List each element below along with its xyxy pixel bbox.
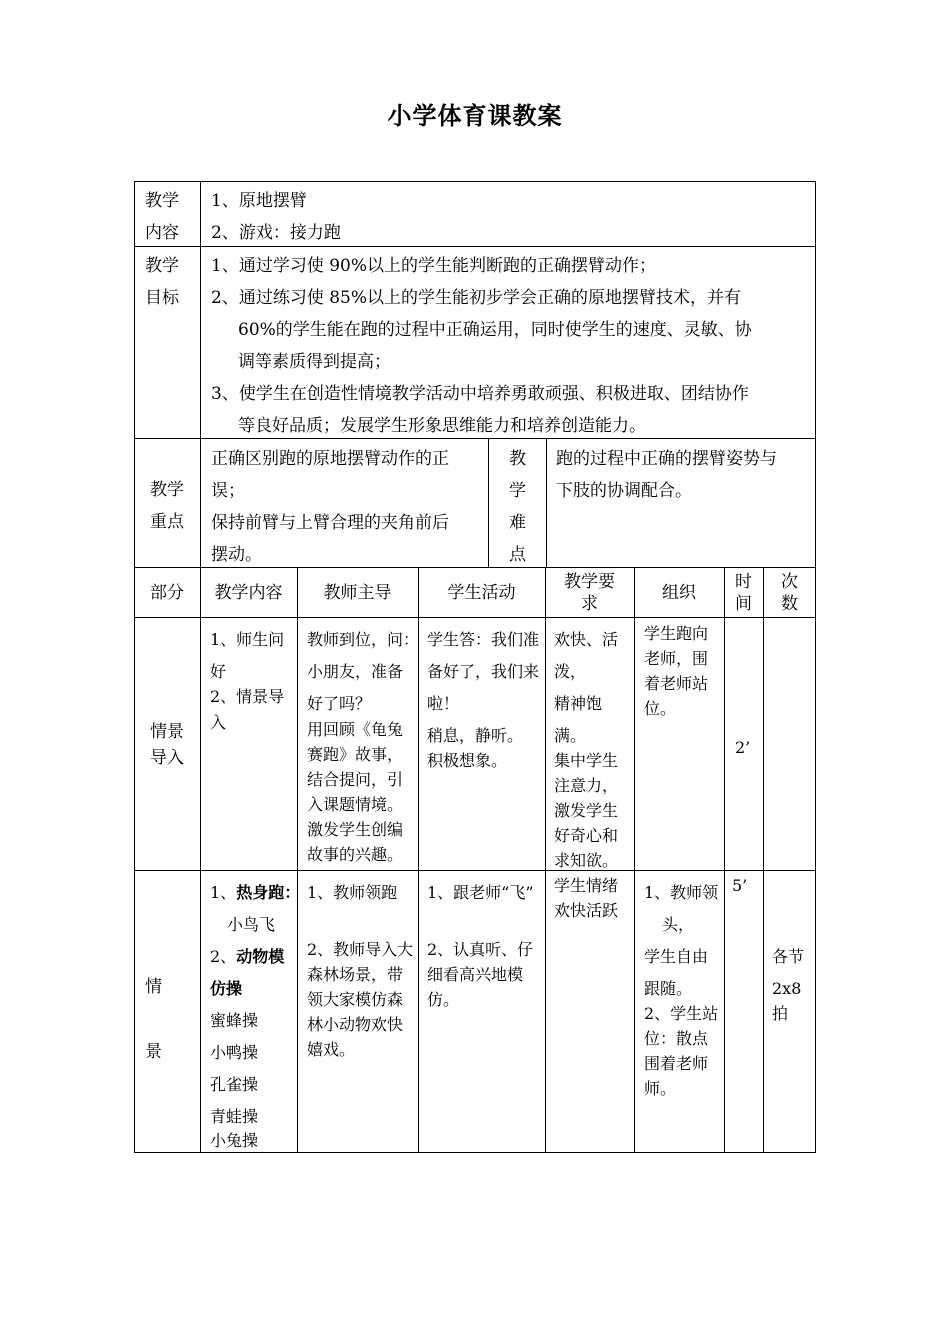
content-item: 1、原地摆臂 [211, 191, 307, 211]
col-divider [546, 438, 547, 567]
row2-count: 各节 [772, 947, 805, 966]
row2-org: 1、教师领 [644, 883, 719, 902]
focus-label: 教学 [150, 480, 184, 500]
row2-count: 拍 [772, 1004, 789, 1023]
row1-teacher: 教师到位，问： [307, 630, 420, 649]
row1-teacher: 用回顾《龟兔 [307, 720, 404, 739]
goals-label: 教学 [145, 256, 179, 276]
row1-content: 1、师生问 [210, 630, 285, 649]
row1-teacher: 故事的兴趣。 [307, 845, 404, 864]
row1-part: 导入 [150, 748, 184, 768]
row2-content: 仿操 [210, 979, 243, 998]
row1-org: 老师，围 [644, 649, 709, 668]
row2-content: 2、动物模 [210, 947, 285, 966]
row2-teacher: 1、教师领跑 [307, 883, 398, 902]
row2-count: 2x8 [772, 979, 802, 998]
header-student: 学生活动 [447, 583, 516, 603]
header-time: 时 [735, 572, 752, 592]
difficulty-label: 难 [509, 513, 526, 533]
row2-content: 蜜蜂操 [210, 1011, 259, 1030]
col-divider [763, 567, 764, 1153]
col-divider [634, 567, 635, 1153]
col-divider [200, 181, 201, 1153]
row2-content: 小鸟飞 [227, 915, 276, 934]
page-title: 小学体育课教案 [387, 101, 563, 130]
row1-student: 学生答：我们准 [427, 630, 540, 649]
row2-student: 仿。 [427, 990, 460, 1009]
row2-org: 跟随。 [644, 979, 693, 998]
row1-content: 2、情景导 [210, 687, 285, 706]
row2-student: 细看高兴地模 [427, 965, 524, 984]
row2-org: 2、学生站 [644, 1004, 719, 1023]
focus-line: 误； [211, 481, 245, 501]
row2-time: 5’ [732, 876, 748, 895]
row1-teacher: 赛跑》故事， [307, 745, 404, 764]
goal-line: 调等素质得到提高； [238, 352, 391, 372]
row2-teacher: 森林场景，带 [307, 965, 404, 984]
row2-teacher: 林小动物欢快 [307, 1015, 404, 1034]
row1-part: 情景 [150, 722, 184, 742]
header-require: 求 [581, 594, 598, 614]
header-count: 次 [781, 572, 798, 592]
row1-student: 备好了，我们来 [427, 662, 540, 681]
row2-org: 师。 [644, 1079, 677, 1098]
goal-line: 1、通过学习使 90%以上的学生能判断跑的正确摆臂动作； [211, 256, 657, 276]
difficulty-label: 教 [509, 449, 526, 469]
row1-student: 啦！ [427, 694, 460, 713]
row1-require: 泼， [554, 662, 587, 681]
row1-require: 好奇心和 [554, 826, 619, 845]
row2-part: 情 [145, 977, 162, 997]
row1-require: 欢快、活 [554, 630, 619, 649]
row-divider [134, 617, 816, 618]
content-label: 内容 [145, 223, 179, 243]
row2-org: 围着老师 [644, 1054, 709, 1073]
header-count: 数 [781, 594, 798, 614]
row2-content: 小鸭操 [210, 1043, 259, 1062]
row1-teacher: 激发学生创编 [307, 820, 404, 839]
row2-part: 景 [145, 1042, 162, 1062]
goal-line: 3、使学生在创造性情境教学活动中培养勇敢顽强、积极进取、团结协作 [211, 384, 749, 404]
difficulty-line: 下肢的协调配合。 [556, 481, 692, 501]
header-require: 教学要 [564, 572, 615, 592]
row1-student: 稍息，静听。 [427, 726, 524, 745]
row2-require: 欢快活跃 [554, 901, 619, 920]
row1-org: 着老师站 [644, 674, 709, 693]
row1-teacher: 结合提问，引 [307, 770, 404, 789]
row1-require: 满。 [554, 726, 587, 745]
header-content: 教学内容 [214, 583, 283, 603]
row2-org: 学生自由 [644, 947, 709, 966]
col-divider [297, 567, 298, 1153]
row2-content: 孔雀操 [210, 1075, 259, 1094]
focus-line: 保持前臂与上臂合理的夹角前后 [211, 513, 449, 533]
row1-require: 激发学生 [554, 801, 619, 820]
row2-teacher: 领大家模仿森 [307, 990, 404, 1009]
row1-student: 积极想象。 [427, 751, 508, 770]
header-teacher: 教师主导 [323, 583, 392, 603]
goal-line: 2、通过练习使 85%以上的学生能初步学会正确的原地摆臂技术，并有 [211, 288, 742, 308]
row1-content: 好 [210, 662, 227, 681]
col-divider [418, 567, 419, 1153]
row2-content: 青蛙操 [210, 1107, 259, 1126]
row1-require: 注意力， [554, 776, 619, 795]
row-divider [134, 870, 816, 871]
header-org: 组织 [662, 583, 696, 603]
row2-student: 2、认真听、仔 [427, 940, 534, 959]
content-item: 2、游戏：接力跑 [211, 223, 341, 243]
row1-require: 精神饱 [554, 694, 603, 713]
goals-label: 目标 [145, 288, 179, 308]
row1-require: 集中学生 [554, 751, 619, 770]
row2-student: 1、跟老师“飞” [427, 883, 534, 902]
row2-content: 小兔操 [210, 1131, 259, 1150]
focus-label: 重点 [150, 512, 184, 532]
row2-teacher: 嬉戏。 [307, 1040, 356, 1059]
goal-line: 60%的学生能在跑的过程中正确运用，同时使学生的速度、灵敏、协 [238, 320, 752, 340]
row1-org: 学生跑向 [644, 624, 709, 643]
header-time: 间 [735, 594, 752, 614]
row1-teacher: 好了吗？ [307, 694, 372, 713]
content-label: 教学 [145, 191, 179, 211]
row2-content: 1、热身跑： [210, 883, 301, 902]
row1-time: 2’ [735, 738, 751, 757]
focus-line: 正确区别跑的原地摆臂动作的正 [211, 449, 449, 469]
difficulty-label: 点 [509, 545, 526, 565]
row1-content: 入 [210, 713, 227, 732]
col-divider [724, 567, 725, 1153]
difficulty-line: 跑的过程中正确的摆臂姿势与 [556, 449, 777, 469]
focus-line: 摆动。 [211, 545, 262, 565]
row2-org: 位：散点 [644, 1029, 709, 1048]
row1-teacher: 小朋友，准备 [307, 662, 404, 681]
col-divider [488, 438, 489, 567]
col-divider [545, 567, 546, 1153]
row1-teacher: 入课题情境。 [307, 795, 404, 814]
row2-require: 学生情绪 [554, 876, 619, 895]
row2-teacher: 2、教师导入大 [307, 940, 414, 959]
difficulty-label: 学 [509, 481, 526, 501]
header-part: 部分 [150, 583, 184, 603]
row1-require: 求知欲。 [554, 851, 619, 870]
row2-org: 头， [662, 915, 695, 934]
row1-org: 位。 [644, 699, 677, 718]
goal-line: 等良好品质；发展学生形象思维能力和培养创造能力。 [238, 416, 646, 436]
